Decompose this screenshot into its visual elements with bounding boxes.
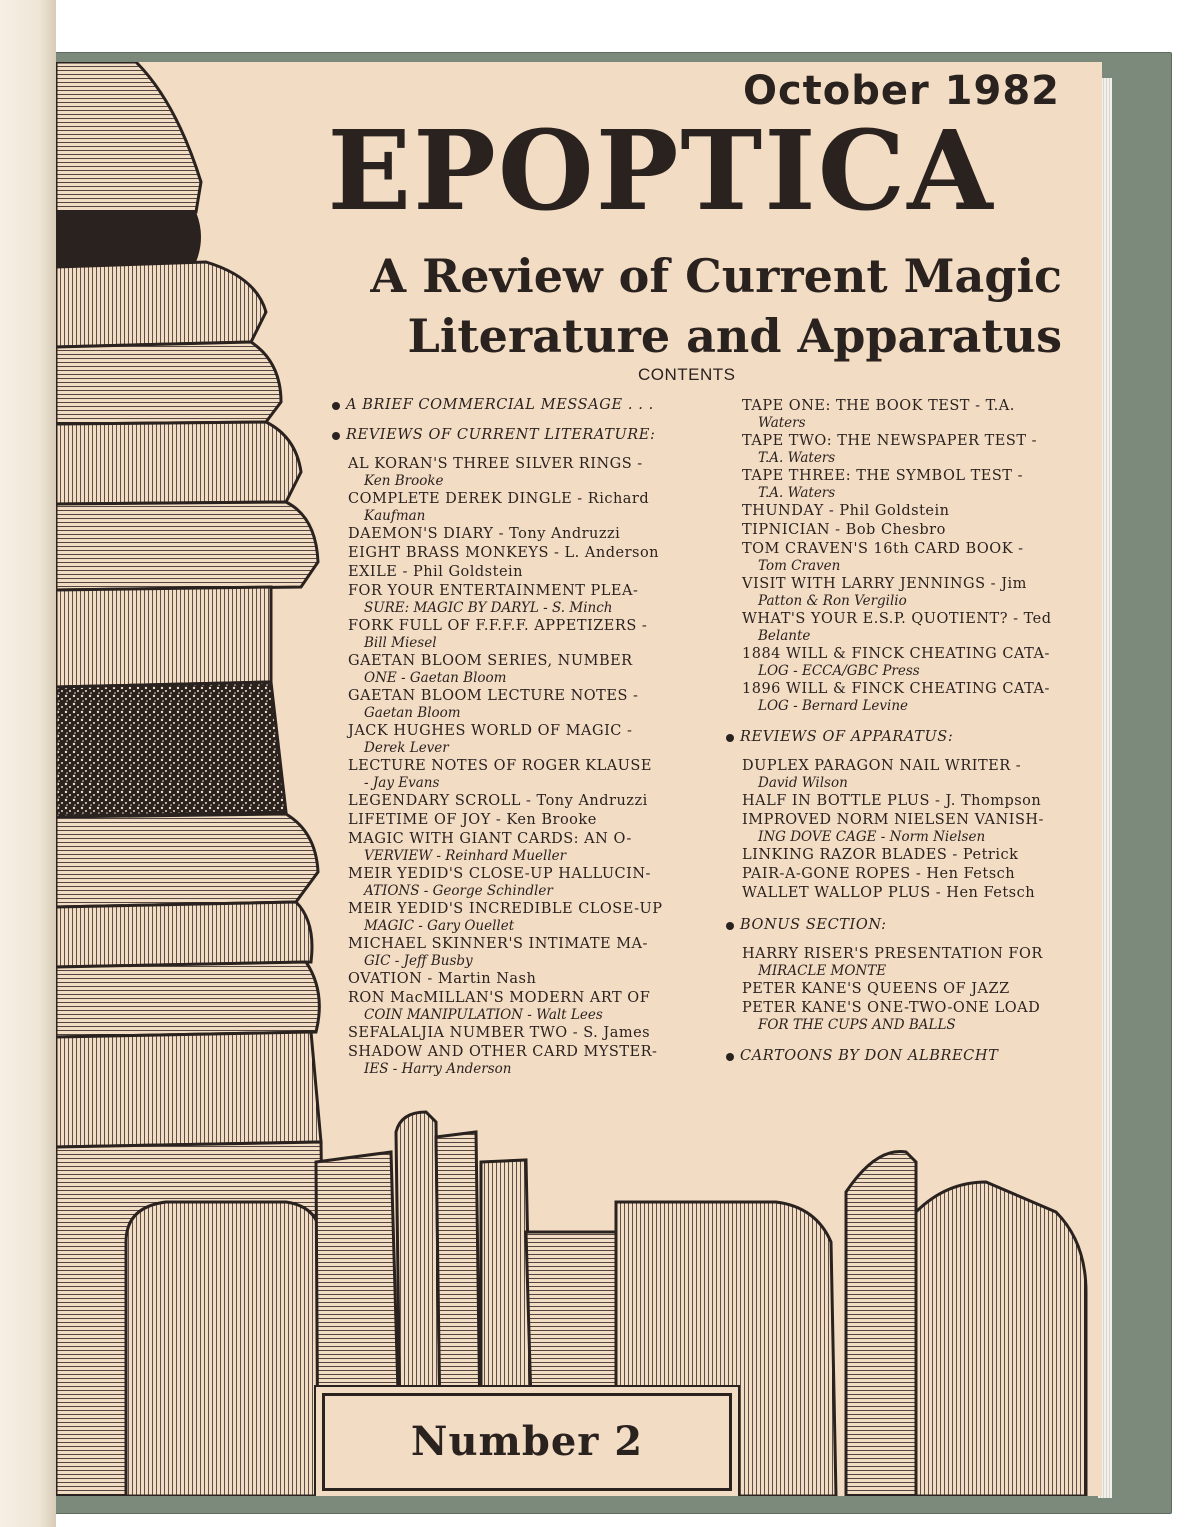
contents-entry	[742, 980, 1066, 998]
entry-title: LEGENDARY SCROLL - Tony Andruzzi	[348, 793, 648, 809]
contents-entry	[348, 652, 672, 686]
entry-continuation: Ken Brooke	[364, 473, 444, 489]
section-gap	[726, 903, 1066, 917]
contents-entry	[348, 490, 672, 524]
entry-title: SHADOW AND OTHER CARD MYSTER-	[348, 1044, 658, 1060]
entry-continuation: Tom Craven	[758, 558, 841, 574]
entry-continuation: LOG - ECCA/GBC Press	[758, 663, 920, 679]
entry-title: MEIR YEDID'S CLOSE-UP HALLUCIN-	[348, 866, 651, 882]
section-heading-text: CARTOONS BY DON ALBRECHT	[740, 1048, 999, 1064]
entry-title: RON MacMILLAN'S MODERN ART OF	[348, 990, 651, 1006]
section-heading-text: A BRIEF COMMERCIAL MESSAGE . . .	[346, 397, 654, 413]
section-heading-text: REVIEWS OF APPARATUS:	[740, 729, 954, 745]
contents-entry	[742, 792, 1066, 810]
entry-title: IMPROVED NORM NIELSEN VANISH-	[742, 812, 1044, 828]
entry-title: DAEMON'S DIARY - Tony Andruzzi	[348, 526, 621, 542]
entry-continuation: T.A. Waters	[758, 450, 836, 466]
contents-entry	[348, 830, 672, 864]
entry-continuation: Gaetan Bloom	[364, 705, 461, 721]
contents-entry	[742, 846, 1066, 864]
entry-title: LIFETIME OF JOY - Ken Brooke	[348, 812, 597, 828]
contents-entry	[348, 792, 672, 810]
entry-title: SEFALALJIA NUMBER TWO - S. James	[348, 1025, 651, 1041]
contents-entry	[348, 722, 672, 756]
contents-section-heading	[726, 917, 1066, 933]
section-heading-text: REVIEWS OF CURRENT LITERATURE:	[346, 427, 656, 443]
entry-title: 1896 WILL & FINCK CHEATING CATA-	[742, 681, 1050, 697]
contents-entry	[348, 687, 672, 721]
entry-title: FOR YOUR ENTERTAINMENT PLEA-	[348, 583, 639, 599]
contents-column-left	[332, 397, 672, 1078]
entry-title: PETER KANE'S ONE-TWO-ONE LOAD	[742, 1000, 1041, 1016]
contents-heading: CONTENTS	[638, 365, 736, 384]
contents-entry	[348, 582, 672, 616]
entry-title: EXILE - Phil Goldstein	[348, 564, 524, 580]
issue-number-plaque	[322, 1393, 732, 1491]
entry-title: THUNDAY - Phil Goldstein	[742, 503, 950, 519]
bullet-icon	[332, 402, 340, 410]
contents-section-heading	[332, 397, 672, 413]
entry-title: EIGHT BRASS MONKEYS - L. Anderson	[348, 545, 660, 561]
entry-title: FORK FULL OF F.F.F.F. APPETIZERS -	[348, 618, 648, 634]
contents-entry	[742, 610, 1066, 644]
contents-entry	[742, 865, 1066, 883]
entry-continuation: ONE - Gaetan Bloom	[364, 670, 507, 686]
entry-title: HALF IN BOTTLE PLUS - J. Thompson	[742, 793, 1042, 809]
contents-entry	[742, 757, 1066, 791]
contents-entry	[348, 935, 672, 969]
contents-entry	[742, 945, 1066, 979]
entry-continuation: MAGIC - Gary Ouellet	[364, 918, 515, 934]
contents-entry	[348, 757, 672, 791]
entry-title: PETER KANE'S QUEENS OF JAZZ	[742, 981, 1010, 997]
entry-continuation: MIRACLE MONTE	[758, 963, 887, 979]
entry-continuation: LOG - Bernard Levine	[758, 698, 909, 714]
entry-continuation: GIC - Jeff Busby	[364, 953, 473, 969]
entry-title: GAETAN BLOOM SERIES, NUMBER	[348, 653, 633, 669]
contents-entry	[348, 1024, 672, 1042]
contents-entry	[348, 970, 672, 988]
contents-entry	[742, 575, 1066, 609]
issue-number: Number 2	[410, 1418, 644, 1465]
bullet-icon	[726, 922, 734, 930]
contents-entry	[348, 544, 672, 562]
bullet-icon	[726, 734, 734, 742]
entry-title: MAGIC WITH GIANT CARDS: AN O-	[348, 831, 632, 847]
contents-entry	[348, 455, 672, 489]
section-heading-text: BONUS SECTION:	[740, 917, 887, 933]
entry-continuation: Waters	[758, 415, 806, 431]
masthead-title: EPOPTICA	[327, 106, 995, 235]
contents-entry	[742, 432, 1066, 466]
facing-page	[0, 0, 56, 1527]
entry-continuation: David Wilson	[758, 775, 848, 791]
entry-title: WALLET WALLOP PLUS - Hen Fetsch	[742, 885, 1036, 901]
entry-continuation: Kaufman	[364, 508, 426, 524]
entry-title: LECTURE NOTES OF ROGER KLAUSE	[348, 758, 652, 774]
entry-title: MEIR YEDID'S INCREDIBLE CLOSE-UP	[348, 901, 663, 917]
contents-entry	[348, 989, 672, 1023]
contents-section-heading	[332, 427, 672, 443]
section-gap	[726, 1034, 1066, 1048]
contents-entry	[742, 467, 1066, 501]
contents-entry	[348, 811, 672, 829]
entry-title: PAIR-A-GONE ROPES - Hen Fetsch	[742, 866, 1016, 882]
entry-title: HARRY RISER'S PRESENTATION FOR	[742, 946, 1043, 962]
entry-title: AL KORAN'S THREE SILVER RINGS -	[348, 456, 643, 472]
entry-continuation: Bill Miesel	[364, 635, 437, 651]
contents-section-heading	[726, 1048, 1066, 1064]
entry-title: OVATION - Martin Nash	[348, 971, 537, 987]
entry-continuation: T.A. Waters	[758, 485, 836, 501]
contents-entry	[348, 617, 672, 651]
entry-continuation: ING DOVE CAGE - Norm Nielsen	[758, 829, 986, 845]
entry-continuation: FOR THE CUPS AND BALLS	[758, 1017, 956, 1033]
entry-continuation: IES - Harry Anderson	[364, 1061, 512, 1077]
entry-title: DUPLEX PARAGON NAIL WRITER -	[742, 758, 1022, 774]
contents-entry	[742, 397, 1066, 431]
entry-continuation: Patton & Ron Vergilio	[758, 593, 907, 609]
contents-entry	[742, 680, 1066, 714]
entry-title: LINKING RAZOR BLADES - Petrick	[742, 847, 1019, 863]
entry-continuation: Derek Lever	[364, 740, 449, 756]
section-gap	[726, 715, 1066, 729]
entry-continuation: COIN MANIPULATION - Walt Lees	[364, 1007, 603, 1023]
contents-entry	[742, 884, 1066, 902]
subtitle-line-1: A Review of Current Magic	[370, 249, 1062, 303]
contents-entry	[348, 563, 672, 581]
entry-continuation: - Jay Evans	[364, 775, 440, 791]
entry-title: 1884 WILL & FINCK CHEATING CATA-	[742, 646, 1050, 662]
entry-title: TOM CRAVEN'S 16th CARD BOOK -	[742, 541, 1024, 557]
entry-title: TAPE ONE: THE BOOK TEST - T.A.	[742, 398, 1015, 414]
entry-title: VISIT WITH LARRY JENNINGS - Jim	[742, 576, 1027, 592]
contents-entry	[742, 521, 1066, 539]
contents-entry	[348, 525, 672, 543]
issue-date: October 1982	[742, 68, 1060, 114]
entry-continuation: ATIONS - George Schindler	[364, 883, 553, 899]
magazine-page	[56, 62, 1102, 1496]
entry-title: TAPE THREE: THE SYMBOL TEST -	[742, 468, 1023, 484]
contents-entry	[742, 502, 1066, 520]
facing-page-text	[2, 64, 56, 83]
contents-entry	[348, 1043, 672, 1077]
bullet-icon	[726, 1053, 734, 1061]
entry-title: COMPLETE DEREK DINGLE - Richard	[348, 491, 650, 507]
entry-continuation: Belante	[758, 628, 811, 644]
contents-entry	[742, 999, 1066, 1033]
contents-entry	[348, 865, 672, 899]
entry-title: WHAT'S YOUR E.S.P. QUOTIENT? - Ted	[742, 611, 1052, 627]
entry-title: JACK HUGHES WORLD OF MAGIC -	[348, 723, 633, 739]
bullet-icon	[332, 432, 340, 440]
contents-column-right	[726, 397, 1066, 1076]
contents-section-heading	[726, 729, 1066, 745]
entry-title: GAETAN BLOOM LECTURE NOTES -	[348, 688, 639, 704]
contents-entry	[348, 900, 672, 934]
entry-title: MICHAEL SKINNER'S INTIMATE MA-	[348, 936, 648, 952]
entry-title: TAPE TWO: THE NEWSPAPER TEST -	[742, 433, 1038, 449]
entry-continuation: VERVIEW - Reinhard Mueller	[364, 848, 567, 864]
subtitle-line-2: Literature and Apparatus	[407, 309, 1062, 363]
contents-entry	[742, 645, 1066, 679]
entry-title: TIPNICIAN - Bob Chesbro	[742, 522, 946, 538]
contents-entry	[742, 811, 1066, 845]
entry-continuation: SURE: MAGIC BY DARYL - S. Minch	[364, 600, 613, 616]
contents-entry	[742, 540, 1066, 574]
